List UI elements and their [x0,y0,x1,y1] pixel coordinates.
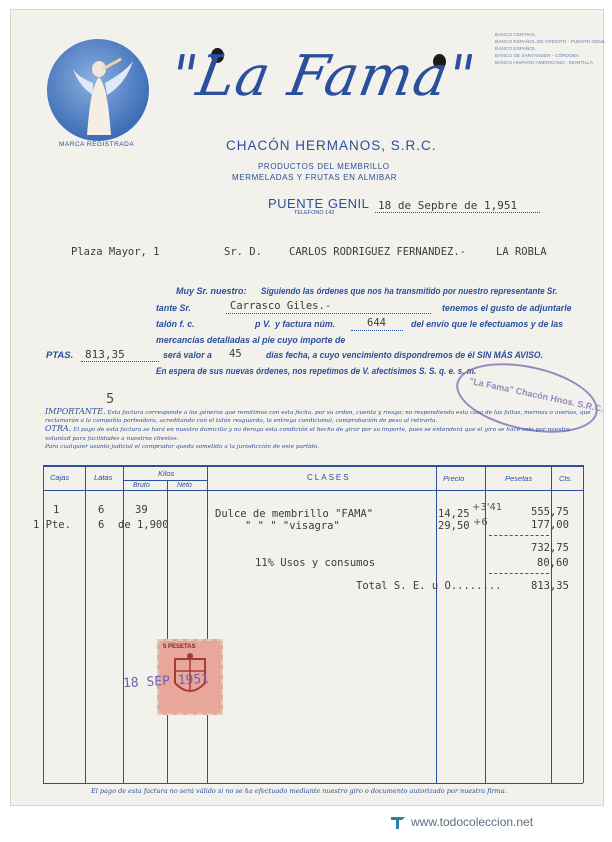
factura-dotted-line [351,330,403,331]
greeting: Muy Sr. nuestro: [176,286,247,296]
company-stamp: "La Fama" Chacón Hnos. S.R.C. [450,352,604,445]
revenue-cancel-date: 18 SEP 1951 [122,671,210,692]
subtotal-rule [489,535,549,536]
important-text-3: Para cualquier asunto judicial el comprador queda sometido a la jurisdicción de este partido. [45,443,319,450]
company-name: CHACÓN HERMANOS, S.R.C. [226,138,437,153]
footer-note: El pago de esta factura no será válido si no se ha efectuado mediante nuestro giro o documento autorizado por nuestra firma. [91,787,507,795]
date-typed: 18 de Sepbre de 1,951 [378,199,518,212]
recipient-city: LA ROBLA [496,246,547,258]
header-latas: Latas [94,473,113,482]
otra-title: OTRA. [45,424,72,434]
tax-label: 11% Usos y consumos [255,557,376,569]
total-value: 813,35 [531,580,569,592]
products-line-2: MERMELADAS Y FRUTAS EN ALMIBAR [232,173,398,182]
header-kilos: Kilos [158,469,175,478]
watermark: www.todocoleccion.net [388,812,533,832]
header-precio: Precio [443,474,465,483]
valor-label: será valor a [163,350,212,360]
factura-label: y factura núm. [275,319,336,329]
body-line-3: mercancías detalladas al pie cuyo importe de [156,335,346,345]
important-title: IMPORTANTE. [45,407,106,416]
fama-angel-logo [47,39,149,141]
date-dotted-line [375,212,540,213]
handwritten-number: 5 [106,392,115,407]
important-text-2: El pago de esta factura se hará en nuestro domicilio y no deroga esta condición el hecho de girar por su importe, pues se entenderá que el giro se hace solo por nuestra voluntad para facilidades a nuestros clientes. [45,427,570,442]
place-label: PUENTE GENIL [268,196,370,211]
talon-label: talón f. c. [156,319,195,329]
recipient-name: CARLOS RODRIGUEZ FERNANDEZ.- [289,246,467,258]
kilos-subheader-line [123,480,207,481]
table-header-border [43,490,583,491]
total-label: Total S. E. u O........ [356,580,502,592]
days-value: 45 [229,348,242,360]
body-line-1: Siguiendo las órdenes que nos ha transmitido por nuestro representante Sr. [261,286,558,296]
angel-icon [47,39,149,141]
tax-value: 80,60 [537,557,569,569]
address-street: Plaza Mayor, 1 [71,246,160,258]
important-text-1: Esta factura corresponde a los géneros que remitimos con esta fecha, por su orden, cuenta y riesgo; no respondiendo esta casa de las faltas, mermas o averías, que reclamarán a la compañía porteadora, acreditando con el talón resguardo, la entrega condicional, comprobación de peso al retirarla. [45,410,591,425]
invoice-paper: MARCA REGISTRADA "La Fama" CHACÓN HERMANOS, S.R.C. PRODUCTOS DEL MEMBRILLO MERMELADAS Y FRUTAS EN ALMIBAR BANCO CENTRAL BANCO ESPAÑOL DE CREDITO - PUENTE GENIL BANCO ESPAÑOL BANCO DE SANTANDER - CÓRDOBA BANCO HISPANO AMERICANO - MONTILLA PUENTE GENIL TELEFONO 142 18 de Sepbre de 1,951 Plaza Mayor, 1 Sr. D. CARLOS RODRIGUEZ FERNANDEZ.- LA ROBLA Muy Sr. nuestro: Siguiendo las órdenes que nos ha transmitido por nuestro representante Sr. tante Sr. Carrasco Giles.- tenemos el gusto de adjuntarle talón f. c. p V. y factura núm. 644 del envío que le efectuamos y de las mercancías detalladas al pie cuyo importe de PTAS. 813,35 será valor a 45 días fecha, a cuyo vencimiento dispondremos de él SIN MÁS AVISO. En espera de sus nuevas órdenes, nos repetimos de V. afectísimos S. S. q. e. s. m. 5 "La Fama" Chacón Hnos. S.R.C. IMPORTANTE. Esta factura corresponde a los géneros que remitimos con esta fecha, por su orden, cuenta y riesgo; no respondiendo esta casa de las faltas, mermas o averías, que reclamarán a la compañía porteadora, acreditando con el talón resguardo, la entrega condicional, comprobación de peso al retirarla. OTRA. El pago de esta factura se hará en nuestro domicilio y no deroga esta condición el hecho de girar por su importe, pues se entenderá que el giro se hace solo por nuestra voluntad para facilidades a nuestros clientes. Para cualquier asunto judicial el comprador queda sometido a la jurisdicción de este partido. Cajas Latas Kilos Bruto Neto CLASES Precio Pesetas Cts. 1 6 39 Dulce de membrillo "FAMA" 14,25 +3'41 555,75 1 Pte. 6 de 1,900 " " " "visagra" 29,50 +6 177,00 732,75 11% Usos y consumos 80,60 Total S. E. u O........ 813,35 5 PESETAS 18 SEP 1951 El pago de esta factura no será válido si no se ha efectuado mediante nuestro giro o documento autorizado por nuestra firma. [11,10,603,805]
body-line-4: días fecha, a cuyo vencimiento dispondremos de él SIN MÁS AVISO. [266,350,543,360]
bank-list: BANCO CENTRAL BANCO ESPAÑOL DE CREDITO - PUENTE GENIL BANCO ESPAÑOL BANCO DE SANTANDER - CÓRDOBA BANCO HISPANO AMERICANO - MONTILLA [495,33,606,66]
header-cajas: Cajas [50,473,70,482]
talon-value: p V. [255,319,271,329]
ptas-dotted-line [81,361,159,362]
closing-line: En espera de sus nuevas órdenes, nos repetimos de V. afectísimos S. S. q. e. s. m. [156,366,477,376]
ptas-value: 813,35 [85,348,125,361]
ptas-label: PTAS. [46,350,74,361]
header-bruto: Bruto [133,482,150,489]
table-bottom-border [43,783,583,784]
products-line-1: PRODUCTOS DEL MEMBRILLO [258,162,390,171]
brand-name: "La Fama" [165,44,481,109]
total-rule [489,573,549,574]
telephone-label: TELEFONO 142 [294,210,335,216]
address-salutation: Sr. D. [224,246,262,258]
header-pesetas: Pesetas [505,474,533,483]
revenue-stamp: 5 PESETAS [157,639,223,715]
representative-label: tante Sr. [156,303,191,313]
important-block [45,408,593,451]
representative-name: Carrasco Giles.- [230,300,332,312]
header-cts: Cts. [559,474,573,483]
body-line-1b: tenemos el gusto de adjuntarle [442,303,572,313]
subtotal-value: 732,75 [531,542,569,554]
header-clases: CLASES [307,473,351,482]
body-line-2b: del envío que le efectuamos y de las [411,319,564,329]
header-neto: Neto [177,482,192,489]
representative-dotted-line [226,313,431,314]
trademark-label: MARCA REGISTRADA [59,141,135,148]
table-top-border [43,465,583,467]
factura-number: 644 [367,317,386,329]
todocoleccion-logo-icon [388,812,408,832]
